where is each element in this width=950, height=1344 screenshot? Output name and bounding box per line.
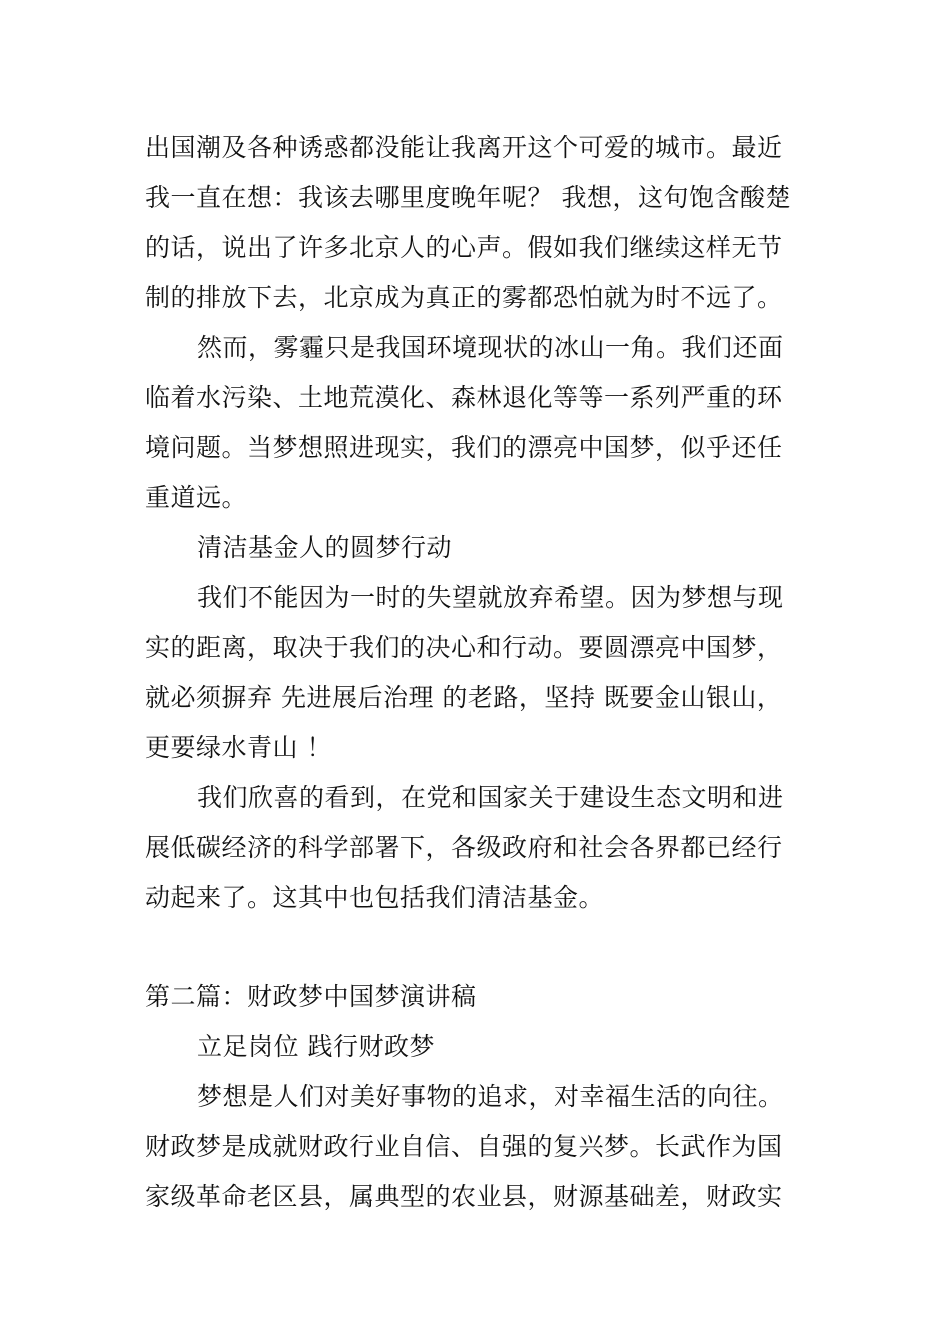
text-line: 动起来了。这其中也包括我们清洁基金。: [145, 883, 605, 912]
text-line: 实的距离，取决于我们的决心和行动。要圆漂亮中国梦，: [145, 633, 783, 662]
text-line: 境问题。当梦想照进现实，我们的漂亮中国梦，似乎还任: [145, 433, 783, 462]
text-line: 制的排放下去，北京成为真正的雾都恐怕就为时不远了。: [145, 283, 783, 312]
text-line: 就必须摒弃 先进展后治理 的老路，坚持 既要金山银山，: [145, 683, 783, 712]
text-line: 家级革命老区县，属典型的农业县，财源基础差，财政实: [145, 1182, 783, 1211]
article-subtitle: 立足岗位 践行财政梦: [197, 1032, 435, 1061]
section-heading: 清洁基金人的圆梦行动: [197, 533, 453, 562]
text-line: 更要绿水青山 ！: [145, 733, 332, 762]
text-line: 财政梦是成就财政行业自信、自强的复兴梦。长武作为国: [145, 1132, 783, 1161]
text-line: 我们欣喜的看到，在党和国家关于建设生态文明和进: [197, 783, 784, 812]
text-line: 出国潮及各种诱惑都没能让我离开这个可爱的城市。最近: [145, 133, 783, 162]
article-title: 第二篇：财政梦中国梦演讲稿: [145, 982, 477, 1011]
text-line: 临着水污染、土地荒漠化、森林退化等等一系列严重的环: [145, 383, 783, 412]
text-line: 展低碳经济的科学部署下，各级政府和社会各界都已经行: [145, 833, 783, 862]
text-line: 的话，说出了许多北京人的心声。假如我们继续这样无节: [145, 233, 783, 262]
text-line: 我们不能因为一时的失望就放弃希望。因为梦想与现: [197, 583, 784, 612]
text-line: 然而，雾霾只是我国环境现状的冰山一角。我们还面: [197, 333, 784, 362]
text-line: 梦想是人们对美好事物的追求，对幸福生活的向往。: [197, 1082, 784, 1111]
text-line: 我一直在想：我该去哪里度晚年呢？ 我想，这句饱含酸楚: [145, 183, 791, 212]
text-line: 重道远。: [145, 483, 248, 512]
